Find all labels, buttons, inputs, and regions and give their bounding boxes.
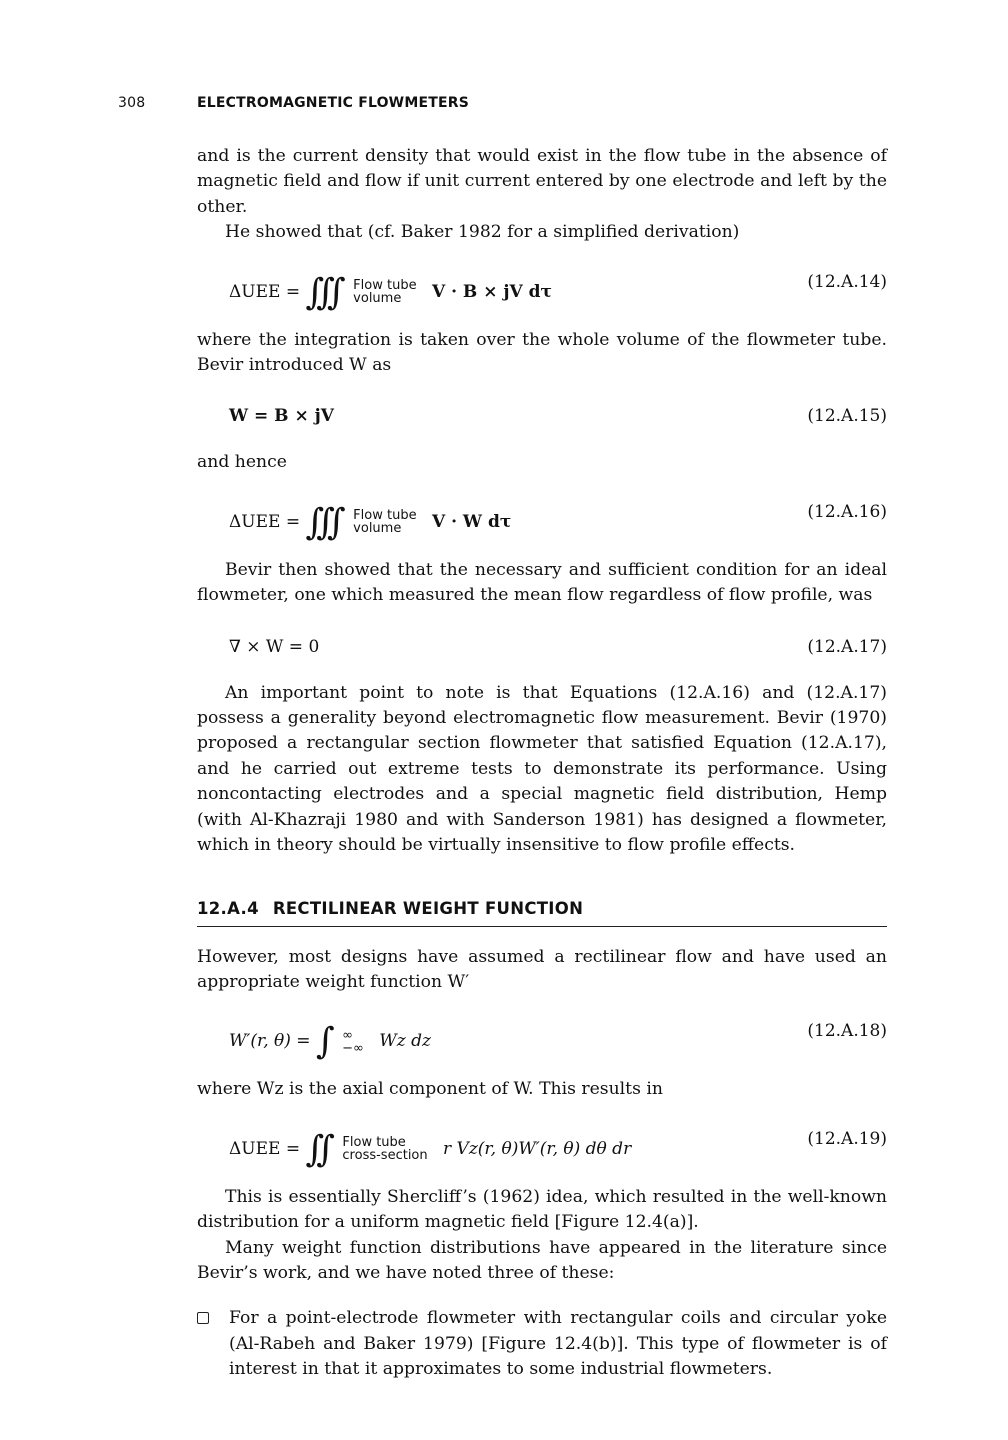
equation-12-A-14 xyxy=(197,264,887,313)
paragraph: However, most designs have assumed a rectilinear flow and have used an appropriate weight function W′ xyxy=(197,946,887,992)
double-integral-icon: ∫∫ xyxy=(305,1128,327,1170)
paragraph: He showed that (cf. Baker 1982 for a simplified derivation) xyxy=(225,222,740,243)
equation-lhs: ΔUEE = xyxy=(229,1138,301,1159)
equation-lhs: ΔUEE = xyxy=(229,511,301,532)
running-title: ELECTROMAGNETIC FLOWMETERS xyxy=(197,95,469,111)
paragraph: This is essentially Shercliff’s (1962) idea, which resulted in the well-known distribution for a uniform magnetic field [Figure 12.4(a)]. xyxy=(197,1186,887,1233)
limit-bottom: volume xyxy=(353,521,402,537)
limit-top: Flow tube xyxy=(353,508,417,524)
checkbox-square-icon xyxy=(197,1312,209,1324)
list-item-text: For a point-electrode flowmeter with rectangular coils and circular yoke (Al-Rabeh and Baker 1979) [Figure 12.4(b)]. This type of flowmeter is of interest in that it approximates to some industrial flowmeters. xyxy=(229,1308,887,1380)
integral-limits xyxy=(342,1136,427,1162)
equation-number: (12.A.14) xyxy=(807,271,887,292)
paragraph: and hence xyxy=(197,452,287,473)
limit-top: ∞ xyxy=(342,1027,353,1043)
equation-12-A-17 xyxy=(197,629,887,659)
integral-limits xyxy=(353,279,416,305)
integral-limits xyxy=(353,509,416,535)
limit-bottom: volume xyxy=(353,291,402,307)
limit-bottom: cross-section xyxy=(342,1148,428,1164)
paragraph: where the integration is taken over the whole volume of the flowmeter tube. Bevir introduced W as xyxy=(197,329,887,376)
equation-number: (12.A.17) xyxy=(807,636,887,657)
equation-number: (12.A.19) xyxy=(807,1128,887,1149)
section-title: RECTILINEAR WEIGHT FUNCTION xyxy=(272,898,584,918)
equation-rhs: r Vz(r, θ)W′(r, θ) dθ dr xyxy=(443,1138,632,1159)
limit-top: Flow tube xyxy=(353,278,417,294)
section-number: 12.A.4 xyxy=(197,898,259,918)
equation-lhs: ΔUEE = xyxy=(229,281,301,302)
equation-number: (12.A.18) xyxy=(807,1021,887,1042)
paragraph: Many weight function distributions have appeared in the literature since Bevir’s work, and we have noted three of these: xyxy=(197,1237,887,1283)
equation-lhs: W′(r, θ) = xyxy=(229,1031,311,1052)
page-number: 308 xyxy=(118,95,146,111)
equation-number: (12.A.16) xyxy=(807,501,887,522)
equation-rhs: V · B × jV dτ xyxy=(431,281,552,302)
paragraph: Bevir then showed that the necessary and sufficient condition for an ideal flowmeter, one which measured the mean flow regardless of flow profile, was xyxy=(197,559,887,606)
equation-12-A-16 xyxy=(197,494,887,543)
paragraph: and is the current density that would exist in the flow tube in the absence of magnetic field and flow if unit current entered by one electrode and left by the other. xyxy=(197,146,887,217)
equation-lhs: ∇ × W = 0 xyxy=(229,636,320,657)
equation-rhs: V · W dτ xyxy=(431,511,512,532)
triple-integral-icon: ∫∫∫ xyxy=(305,501,338,543)
paragraph: An important point to note is that Equations (12.A.16) and (12.A.17) possess a generality beyond electromagnetic flow measurement. Bevir (1970) proposed a rectangular section flowmeter that satisfied Equation (12.A.17), and he carried out extreme tests to demonstrate its performance. Using noncontacting electrodes and a special magnetic field distribution, Hemp (with Al-Khazraji 1980 and with Sanderson 1981) has designed a flowmeter, which in theory should be virtually insensitive to flow profile effects. xyxy=(197,682,887,856)
integral-limits xyxy=(342,1029,364,1055)
equation-lhs: W = B × jV xyxy=(229,406,334,427)
equation-12-A-18 xyxy=(197,1013,887,1063)
equation-12-A-15 xyxy=(197,398,887,428)
paragraph: where Wz is the axial component of W. This results in xyxy=(197,1079,663,1100)
limit-bottom: −∞ xyxy=(342,1040,364,1056)
equation-rhs: Wz dz xyxy=(379,1031,431,1052)
equation-number: (12.A.15) xyxy=(807,406,887,427)
triple-integral-icon: ∫∫∫ xyxy=(305,271,338,313)
equation-12-A-19 xyxy=(197,1121,887,1170)
page-body xyxy=(197,144,887,1383)
list-item xyxy=(197,1306,887,1382)
limit-top: Flow tube xyxy=(342,1135,406,1151)
running-header xyxy=(118,95,888,111)
integral-icon: ∫ xyxy=(315,1021,327,1063)
section-heading xyxy=(197,899,887,927)
